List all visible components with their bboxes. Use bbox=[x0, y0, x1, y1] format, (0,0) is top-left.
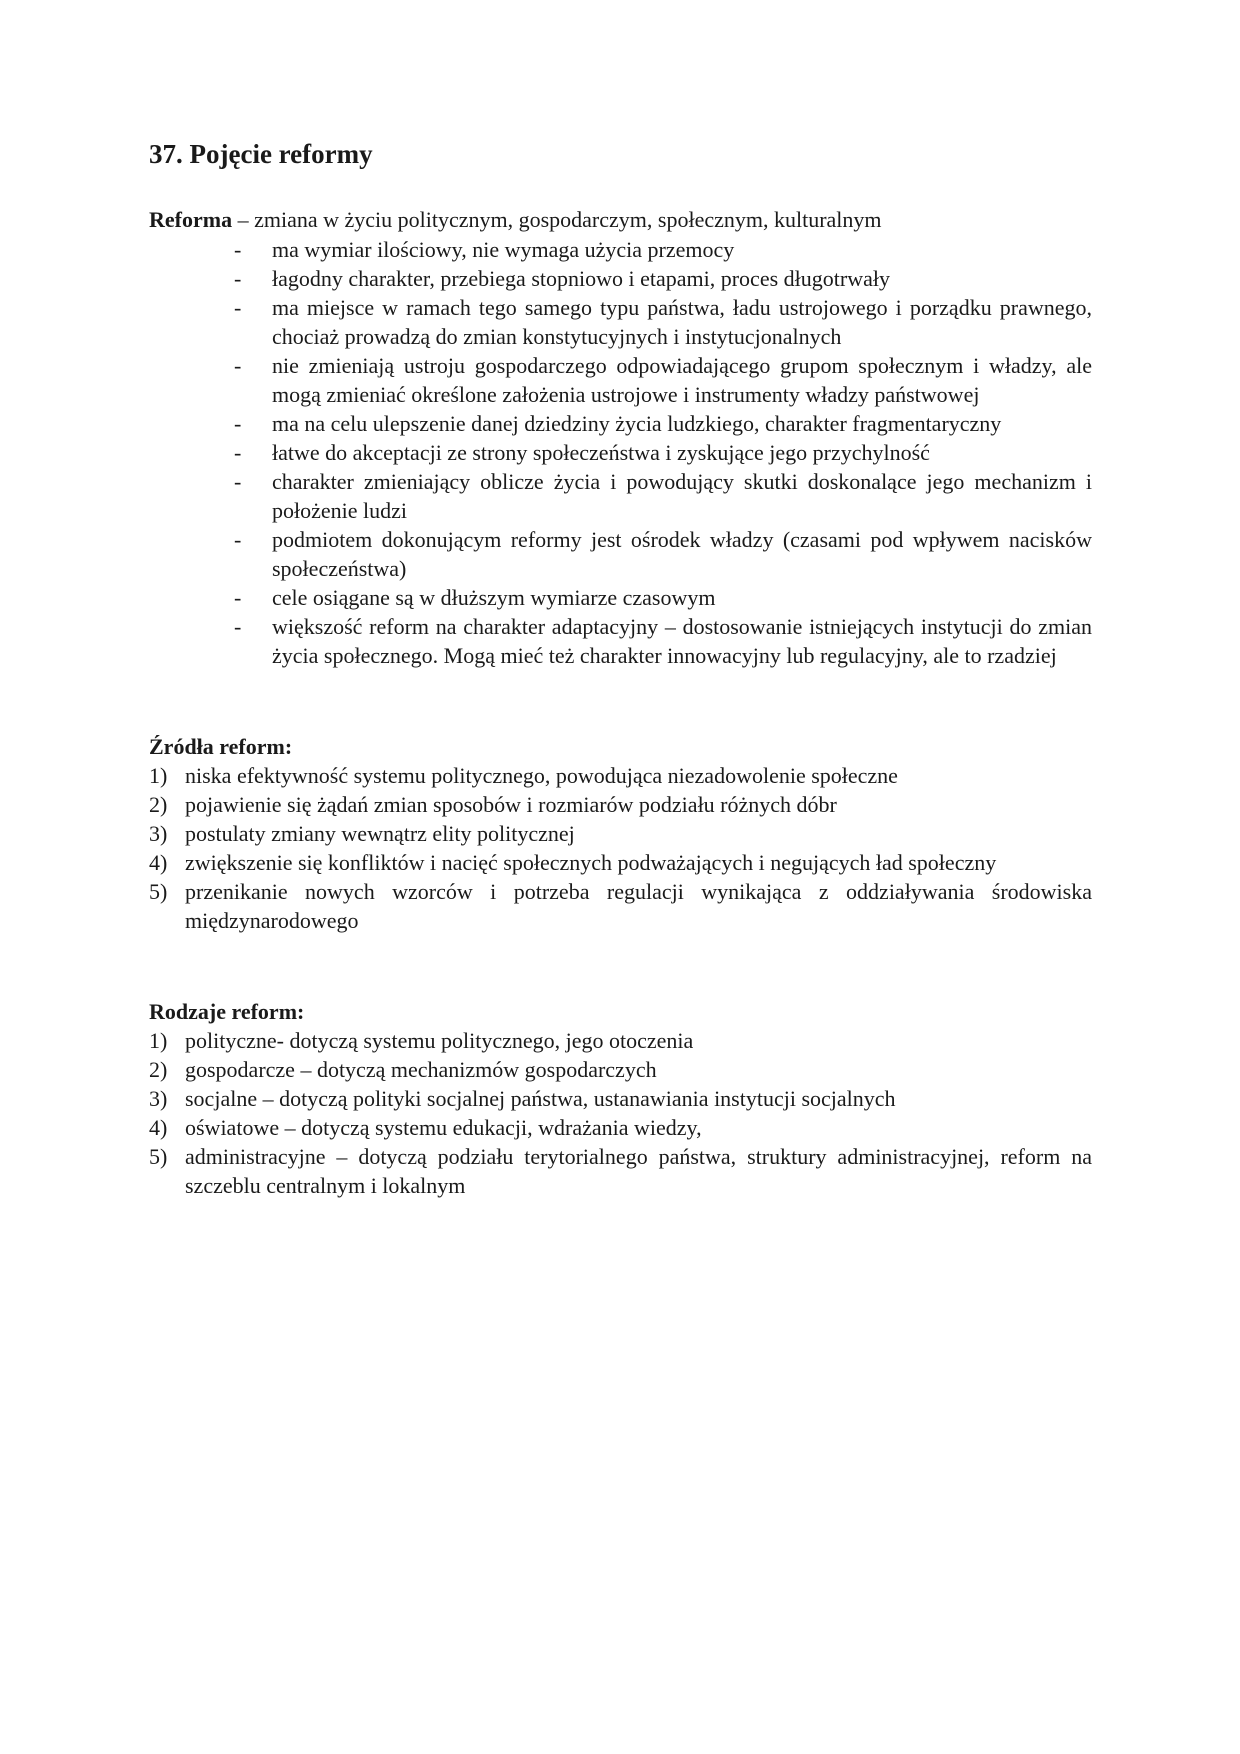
list-item-text: gospodarcze – dotyczą mechanizmów gospodarczych bbox=[185, 1057, 657, 1082]
list-item-text: zwiększenie się konfliktów i nacięć społecznych podważających i negujących ład społeczny bbox=[185, 850, 997, 875]
list-item bbox=[149, 819, 1092, 848]
spacer bbox=[149, 935, 1092, 997]
list-item-text: nie zmieniają ustroju gospodarczego odpowiadającego grupom społecznym i władzy, ale mogą zmieniać określone założenia ustrojowe i instrumenty władzy państwowej bbox=[272, 353, 1092, 407]
dash-bullet: - bbox=[234, 585, 242, 610]
list-item bbox=[234, 235, 1092, 264]
list-item bbox=[234, 467, 1092, 525]
list-item bbox=[234, 293, 1092, 351]
list-item bbox=[149, 1113, 1092, 1142]
list-item-text: większość reform na charakter adaptacyjny – dostosowanie istniejących instytucji do zmian życia społecznego. Mogą mieć też charakter innowacyjny lub regulacyjny, ale to rzadziej bbox=[272, 614, 1092, 668]
list-number: 2) bbox=[149, 1057, 168, 1082]
list-item bbox=[149, 761, 1092, 790]
dash-bullet: - bbox=[234, 411, 242, 436]
list-item bbox=[149, 848, 1092, 877]
list-item-text: łatwe do akceptacji ze strony społeczeństwa i zyskujące jego przychylność bbox=[272, 440, 930, 465]
list-item bbox=[234, 612, 1092, 670]
list-item-text: podmiotem dokonującym reformy jest ośrodek władzy (czasami pod wpływem nacisków społeczeństwa) bbox=[272, 527, 1092, 581]
list-number: 3) bbox=[149, 1086, 168, 1111]
dash-bullet: - bbox=[234, 440, 242, 465]
list-item-text: łagodny charakter, przebiega stopniowo i etapami, proces długotrwały bbox=[272, 266, 890, 291]
list-item-text: ma na celu ulepszenie danej dziedziny życia ludzkiego, charakter fragmentaryczny bbox=[272, 411, 1002, 436]
list-item-text: ma miejsce w ramach tego samego typu państwa, ładu ustrojowego i porządku prawnego, chociaż prowadzą do zmian konstytucyjnych i instytucjonalnych bbox=[272, 295, 1092, 349]
list-item bbox=[234, 264, 1092, 293]
dash-bullet: - bbox=[234, 527, 242, 552]
definition-text: – zmiana w życiu politycznym, gospodarczym, społecznym, kulturalnym bbox=[232, 207, 882, 232]
list-item bbox=[149, 1084, 1092, 1113]
list-item bbox=[149, 877, 1092, 935]
list-item bbox=[149, 1055, 1092, 1084]
list-item bbox=[149, 1142, 1092, 1200]
list-item bbox=[234, 525, 1092, 583]
list-number: 5) bbox=[149, 879, 168, 904]
spacer bbox=[149, 670, 1092, 732]
list-number: 3) bbox=[149, 821, 168, 846]
list-item-text: niska efektywność systemu politycznego, powodująca niezadowolenie społeczne bbox=[185, 763, 898, 788]
list-item bbox=[149, 790, 1092, 819]
list-number: 2) bbox=[149, 792, 168, 817]
list-item-text: socjalne – dotyczą polityki socjalnej państwa, ustanawiania instytucji socjalnych bbox=[185, 1086, 896, 1111]
list-item bbox=[149, 1026, 1092, 1055]
types-heading: Rodzaje reform: bbox=[149, 999, 305, 1024]
types-list bbox=[149, 1026, 1092, 1200]
list-item-text: polityczne- dotyczą systemu politycznego, jego otoczenia bbox=[185, 1028, 694, 1053]
list-item bbox=[234, 438, 1092, 467]
list-item-text: cele osiągane są w dłuższym wymiarze czasowym bbox=[272, 585, 716, 610]
dash-bullet: - bbox=[234, 266, 242, 291]
list-item-text: pojawienie się żądań zmian sposobów i rozmiarów podziału różnych dóbr bbox=[185, 792, 837, 817]
definition-term: Reforma bbox=[149, 207, 233, 232]
features-list bbox=[149, 235, 1092, 670]
sources-heading: Źródła reform: bbox=[149, 734, 293, 759]
list-number: 1) bbox=[149, 1028, 168, 1053]
list-number: 1) bbox=[149, 763, 168, 788]
list-number: 4) bbox=[149, 850, 168, 875]
list-item bbox=[234, 409, 1092, 438]
list-item bbox=[234, 351, 1092, 409]
list-item-text: oświatowe – dotyczą systemu edukacji, wdrażania wiedzy, bbox=[185, 1115, 702, 1140]
list-number: 4) bbox=[149, 1115, 168, 1140]
dash-bullet: - bbox=[234, 469, 242, 494]
page-title: 37. Pojęcie reformy bbox=[149, 139, 373, 169]
list-item-text: administracyjne – dotyczą podziału terytorialnego państwa, struktury administracyjnej, reform na szczeblu centralnym i lokalnym bbox=[185, 1144, 1092, 1198]
list-number: 5) bbox=[149, 1144, 168, 1169]
dash-bullet: - bbox=[234, 237, 242, 262]
definition-paragraph bbox=[149, 205, 1092, 235]
list-item-text: charakter zmieniający oblicze życia i powodujący skutki doskonalące jego mechanizm i położenie ludzi bbox=[272, 469, 1092, 523]
list-item-text: przenikanie nowych wzorców i potrzeba regulacji wynikająca z oddziaływania środowiska międzynarodowego bbox=[185, 879, 1092, 933]
dash-bullet: - bbox=[234, 353, 242, 378]
document-page bbox=[149, 138, 1092, 1200]
dash-bullet: - bbox=[234, 295, 242, 320]
sources-list bbox=[149, 761, 1092, 935]
list-item-text: postulaty zmiany wewnątrz elity politycznej bbox=[185, 821, 575, 846]
list-item bbox=[234, 583, 1092, 612]
list-item-text: ma wymiar ilościowy, nie wymaga użycia przemocy bbox=[272, 237, 735, 262]
dash-bullet: - bbox=[234, 614, 242, 639]
